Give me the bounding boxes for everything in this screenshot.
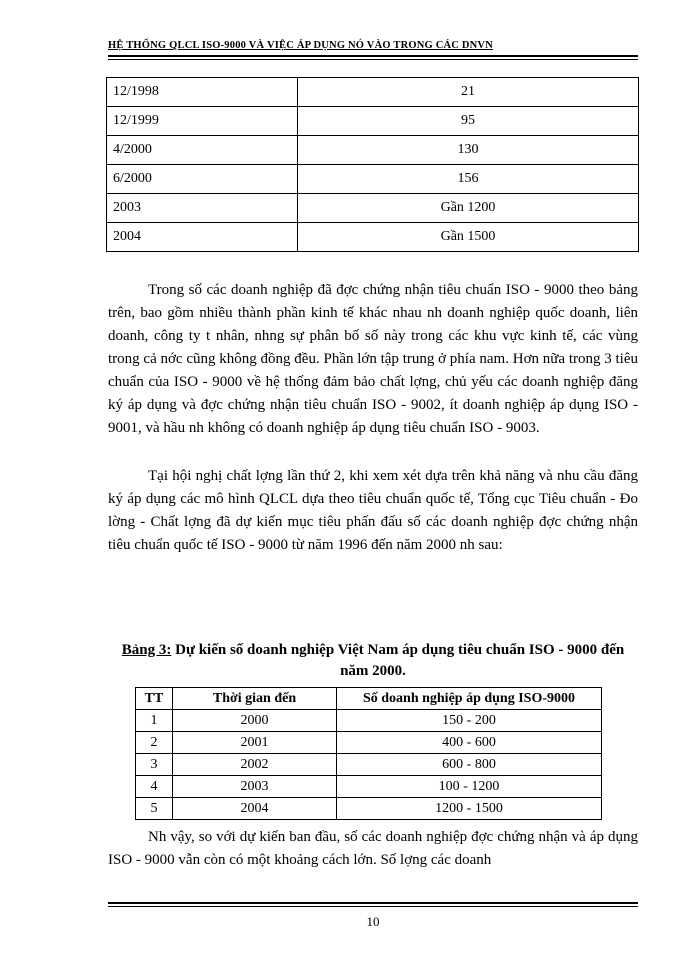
header-rule <box>108 55 638 57</box>
table-row <box>107 136 639 165</box>
period-cell: 12/1998 <box>107 78 298 107</box>
paragraph-text: Tại hội nghị chất lợng lần thứ 2, khi xem xét dựa trên khả năng và nhu cầu đăng ký áp dụng các mô hình QLCL dựa theo tiêu chuẩn quốc tế, Tổng cục Tiêu chuẩn - Đo lờng - Chất lợng đã dự kiến mục tiêu phấn đấu số các doanh nghiệp đợc chứng nhận tiêu chuẩn quốc tế ISO - 9000 từ năm 1996 đến năm 2000 nh sau: <box>108 468 638 553</box>
count-cell: 130 <box>298 136 639 165</box>
count-cell: Gần 1500 <box>298 223 639 252</box>
period-cell: 12/1999 <box>107 107 298 136</box>
header-count: Số doanh nghiệp áp dụng ISO-9000 <box>337 688 602 710</box>
table-row <box>136 710 602 732</box>
page-header: HỆ THỐNG QLCL ISO-9000 VÀ VIỆC ÁP DỤNG NÓ VÀO TRONG CÁC DNVN <box>108 40 493 51</box>
count-cell: 156 <box>298 165 639 194</box>
paragraph-conclusion <box>108 826 638 872</box>
period-cell: 2003 <box>107 194 298 223</box>
paragraph-text: Trong số các doanh nghiệp đã đợc chứng nhận tiêu chuẩn ISO - 9000 theo bảng trên, bao gồm nhiều thành phần kinh tế khác nhau nh doanh nghiệp quốc doanh, liên doanh, công ty t nhân, nhng sự phân bố số này trong các khu vực kinh tế, các vùng trong cả nớc cũng không đồng đều. Phần lớn tập trung ở phía nam. Hơn nữa trong 3 tiêu chuẩn của ISO - 9000 về hệ thống đảm bảo chất lợng, chủ yếu các doanh nghiệp đăng ký áp dụng và đợc chứng nhận tiêu chuẩn ISO - 9002, ít doanh nghiệp áp dụng ISO - 9001, và hầu nh không có doanh nghiệp áp dụng tiêu chuẩn ISO - 9003. <box>108 282 638 436</box>
range-cell: 150 - 200 <box>337 710 602 732</box>
table-caption <box>108 640 638 682</box>
table-header-row <box>136 688 602 710</box>
tt-cell: 3 <box>136 754 173 776</box>
paragraph-distribution <box>108 279 638 440</box>
table-row <box>107 223 639 252</box>
year-cell: 2004 <box>173 798 337 820</box>
table-row <box>136 732 602 754</box>
period-cell: 6/2000 <box>107 165 298 194</box>
table-row <box>107 194 639 223</box>
tt-cell: 1 <box>136 710 173 732</box>
table-row <box>136 754 602 776</box>
header-time: Thời gian đến <box>173 688 337 710</box>
footer-rule <box>108 902 638 904</box>
year-cell: 2002 <box>173 754 337 776</box>
table-row <box>107 78 639 107</box>
forecast-table <box>135 687 602 820</box>
header-tt: TT <box>136 688 173 710</box>
paragraph-text: Nh vậy, so với dự kiến ban đầu, số các doanh nghiệp đợc chứng nhận và áp dụng ISO - 9000 vẫn còn có một khoảng cách lớn. Số lợng các doanh <box>108 829 638 868</box>
range-cell: 100 - 1200 <box>337 776 602 798</box>
range-cell: 600 - 800 <box>337 754 602 776</box>
table-row <box>107 107 639 136</box>
range-cell: 1200 - 1500 <box>337 798 602 820</box>
tt-cell: 2 <box>136 732 173 754</box>
caption-label: Bảng 3: <box>121 642 172 658</box>
page-number: 10 <box>366 914 380 929</box>
range-cell: 400 - 600 <box>337 732 602 754</box>
period-cell: 2004 <box>107 223 298 252</box>
table-row <box>136 776 602 798</box>
caption-text: Dự kiến số doanh nghiệp Việt Nam áp dụng tiêu chuẩn ISO - 9000 đến năm 2000. <box>171 642 625 679</box>
year-cell: 2003 <box>173 776 337 798</box>
paragraph-targets <box>108 465 638 557</box>
count-cell: 95 <box>298 107 639 136</box>
table-row <box>107 165 639 194</box>
header-rule-thin <box>108 59 638 60</box>
year-cell: 2001 <box>173 732 337 754</box>
certification-table <box>106 77 639 252</box>
tt-cell: 5 <box>136 798 173 820</box>
count-cell: Gần 1200 <box>298 194 639 223</box>
table-row <box>136 798 602 820</box>
footer-rule-thin <box>108 906 638 907</box>
period-cell: 4/2000 <box>107 136 298 165</box>
year-cell: 2000 <box>173 710 337 732</box>
count-cell: 21 <box>298 78 639 107</box>
tt-cell: 4 <box>136 776 173 798</box>
